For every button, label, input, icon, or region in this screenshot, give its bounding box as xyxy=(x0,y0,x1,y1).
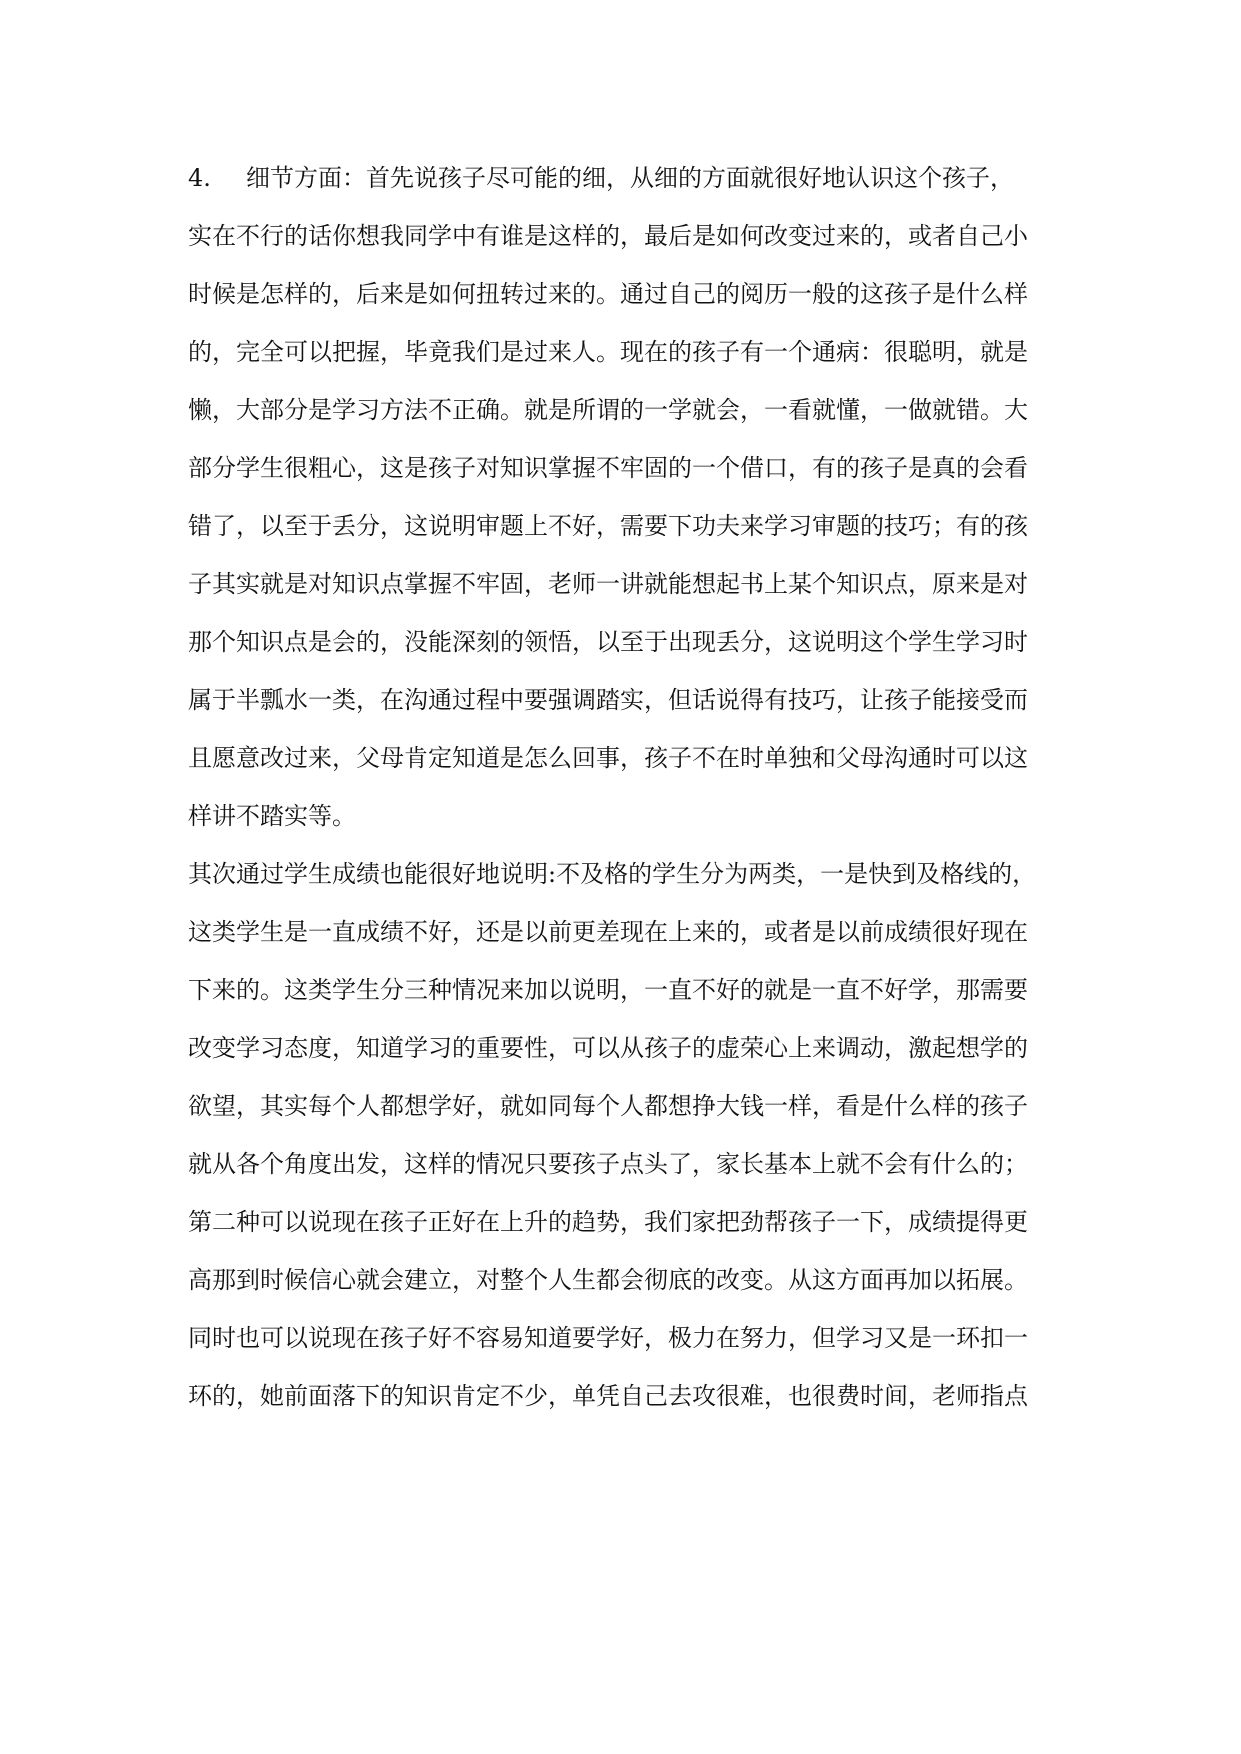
paragraph-1-line-9: 那个知识点是会的，没能深刻的领悟，以至于出现丢分，这说明这个学生学习时 xyxy=(188,628,1028,656)
paragraph-2-line-9: 同时也可以说现在孩子好不容易知道要学好，极力在努力，但学习又是一环扣一 xyxy=(188,1324,1028,1352)
paragraph-2-line-8: 高那到时候信心就会建立，对整个人生都会彻底的改变。从这方面再加以拓展。 xyxy=(188,1266,1028,1294)
paragraph-1-line-3: 时候是怎样的，后来是如何扭转过来的。通过自己的阅历一般的这孩子是什么样 xyxy=(188,280,1028,308)
paragraph-1-line-6: 部分学生很粗心，这是孩子对知识掌握不牢固的一个借口，有的孩子是真的会看 xyxy=(188,454,1028,482)
paragraph-2-line-5: 欲望，其实每个人都想学好，就如同每个人都想挣大钱一样，看是什么样的孩子 xyxy=(188,1092,1028,1120)
paragraph-1-line-5: 懒，大部分是学习方法不正确。就是所谓的一学就会，一看就懂，一做就错。大 xyxy=(188,396,1028,424)
paragraph-2-line-4: 改变学习态度，知道学习的重要性，可以从孩子的虚荣心上来调动，激起想学的 xyxy=(188,1034,1028,1062)
paragraph-2-line-3: 下来的。这类学生分三种情况来加以说明，一直不好的就是一直不好学，那需要 xyxy=(188,976,1028,1004)
paragraph-2-line-1: 其次通过学生成绩也能很好地说明:不及格的学生分为两类，一是快到及格线的， xyxy=(188,860,1037,888)
paragraph-1-line-12: 样讲不踏实等。 xyxy=(188,802,356,830)
paragraph-2-line-6: 就从各个角度出发，这样的情况只要孩子点头了，家长基本上就不会有什么的； xyxy=(188,1150,1028,1178)
paragraph-1-line-1 xyxy=(188,158,1014,198)
paragraph-2-line-7: 第二种可以说现在孩子正好在上升的趋势，我们家把劲帮孩子一下，成绩提得更 xyxy=(188,1208,1028,1236)
paragraph-1-line-4: 的，完全可以把握，毕竟我们是过来人。现在的孩子有一个通病：很聪明，就是 xyxy=(188,338,1028,366)
paragraph-1-line-11: 且愿意改过来，父母肯定知道是怎么回事，孩子不在时单独和父母沟通时可以这 xyxy=(188,744,1028,772)
paragraph-1-line-7: 错了，以至于丢分，这说明审题上不好，需要下功夫来学习审题的技巧；有的孩 xyxy=(188,512,1028,540)
paragraph-2-line-2: 这类学生是一直成绩不好，还是以前更差现在上来的，或者是以前成绩很好现在 xyxy=(188,918,1028,946)
list-number: 4. xyxy=(188,164,211,192)
paragraph-1-line-10: 属于半瓢水一类，在沟通过程中要强调踏实，但话说得有技巧，让孩子能接受而 xyxy=(188,686,1028,714)
paragraph-1-line-2: 实在不行的话你想我同学中有谁是这样的，最后是如何改变过来的，或者自己小 xyxy=(188,222,1028,250)
text-line: 细节方面：首先说孩子尽可能的细，从细的方面就很好地认识这个孩子， xyxy=(246,164,1014,192)
paragraph-2-line-10: 环的，她前面落下的知识肯定不少，单凭自己去攻很难，也很费时间，老师指点 xyxy=(188,1382,1028,1410)
paragraph-1-line-8: 子其实就是对知识点掌握不牢固，老师一讲就能想起书上某个知识点，原来是对 xyxy=(188,570,1028,598)
